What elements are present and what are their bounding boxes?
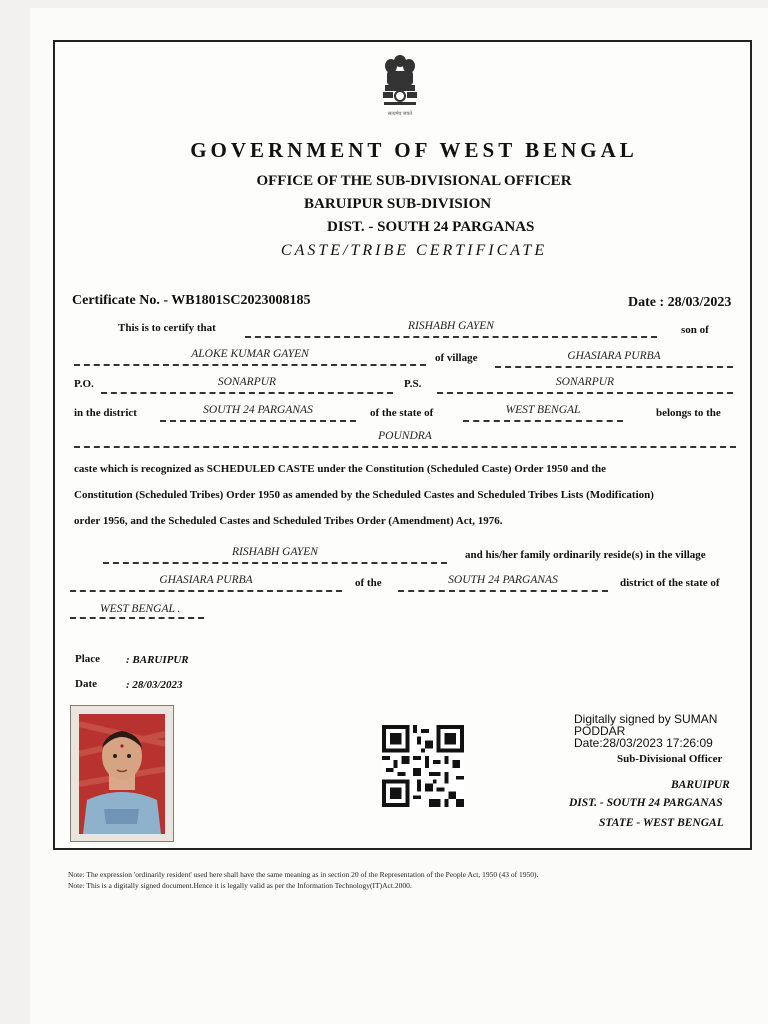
signatory-state: STATE - WEST BENGAL (599, 817, 724, 829)
signature-line-2: PODDAR (574, 724, 626, 738)
of-state-text: of the state of (370, 407, 434, 419)
subdivision-title: BARUIPUR SUB-DIVISION (304, 196, 492, 212)
resident-village-field: GHASIARA PURBA (70, 574, 342, 592)
national-emblem-icon (378, 52, 422, 118)
qr-code (382, 724, 464, 808)
place-label: Place (75, 653, 101, 665)
certificate-date: Date : 28/03/2023 (628, 295, 732, 310)
ps-field: SONARPUR (437, 376, 733, 394)
po-label: P.O. (74, 378, 94, 390)
father-name-field: ALOKE KUMAR GAYEN (74, 348, 426, 366)
note-line-2: Note: This is a digitally signed document.Hence it is legally valid as per the Information Technology(IT)Act.2000. (68, 881, 412, 890)
certificate-type-title: CASTE/TRIBE CERTIFICATE (280, 242, 548, 259)
applicant-photo (70, 705, 174, 842)
signatory-district: DIST. - SOUTH 24 PARGANAS (569, 797, 723, 809)
place-value: : BARUIPUR (126, 654, 189, 666)
digital-signature (574, 713, 717, 749)
belongs-text: belongs to the (656, 407, 721, 419)
in-district-text: in the district (74, 407, 137, 419)
resident-district-field: SOUTH 24 PARGANAS (398, 574, 608, 592)
name-field: RISHABH GAYEN (245, 320, 657, 338)
caste-field: POUNDRA (74, 430, 736, 448)
para-line-3: order 1956, and the Scheduled Castes and Scheduled Tribes Order (Amendment) Act, 1976. (74, 515, 503, 527)
svg-text:सत्यमेव जयते: सत्यमेव जयते (387, 112, 413, 117)
of-the-text: of the (355, 577, 382, 589)
district-field: SOUTH 24 PARGANAS (160, 404, 356, 422)
certify-text: This is to certify that (118, 322, 216, 334)
po-field: SONARPUR (101, 376, 393, 394)
ps-label: P.S. (404, 378, 422, 390)
date-value: : 28/03/2023 (126, 679, 183, 691)
office-title: OFFICE OF THE SUB-DIVISIONAL OFFICER (256, 173, 572, 189)
note-line-1: Note: The expression 'ordinarily resident' used here shall have the same meaning as in section 20 of the Representation of the People Act, 1950 (43 of 1950). (68, 870, 539, 879)
district-of-state-text: district of the state of (620, 577, 720, 589)
signature-line-1: Digitally signed by SUMAN (574, 712, 718, 726)
son-of-text: son of (681, 324, 709, 336)
para-line-2: Constitution (Scheduled Tribes) Order 1950 as amended by the Scheduled Castes and Scheduled Tribes Lists (Modification) (74, 489, 654, 501)
resident-name-field: RISHABH GAYEN (103, 546, 447, 564)
of-village-text: of village (435, 352, 478, 364)
signature-line-3: Date:28/03/2023 17:26:09 (574, 736, 713, 750)
date-label: Date (75, 678, 97, 690)
state-field: WEST BENGAL (463, 404, 623, 422)
district-title: DIST. - SOUTH 24 PARGANAS (327, 219, 535, 235)
resident-state-field: WEST BENGAL . (70, 603, 204, 619)
para-line-1: caste which is recognized as SCHEDULED CASTE under the Constitution (Scheduled Caste) Order 1950 and the (74, 463, 607, 475)
village-field: GHASIARA PURBA (495, 350, 733, 368)
government-title: GOVERNMENT OF WEST BENGAL (190, 138, 638, 162)
reside-text: and his/her family ordinarily reside(s) in the village (465, 549, 706, 561)
certificate-number: Certificate No. - WB1801SC2023008185 (72, 293, 311, 308)
signatory-office: BARUIPUR (671, 779, 730, 791)
signatory-designation: Sub-Divisional Officer (617, 753, 723, 765)
